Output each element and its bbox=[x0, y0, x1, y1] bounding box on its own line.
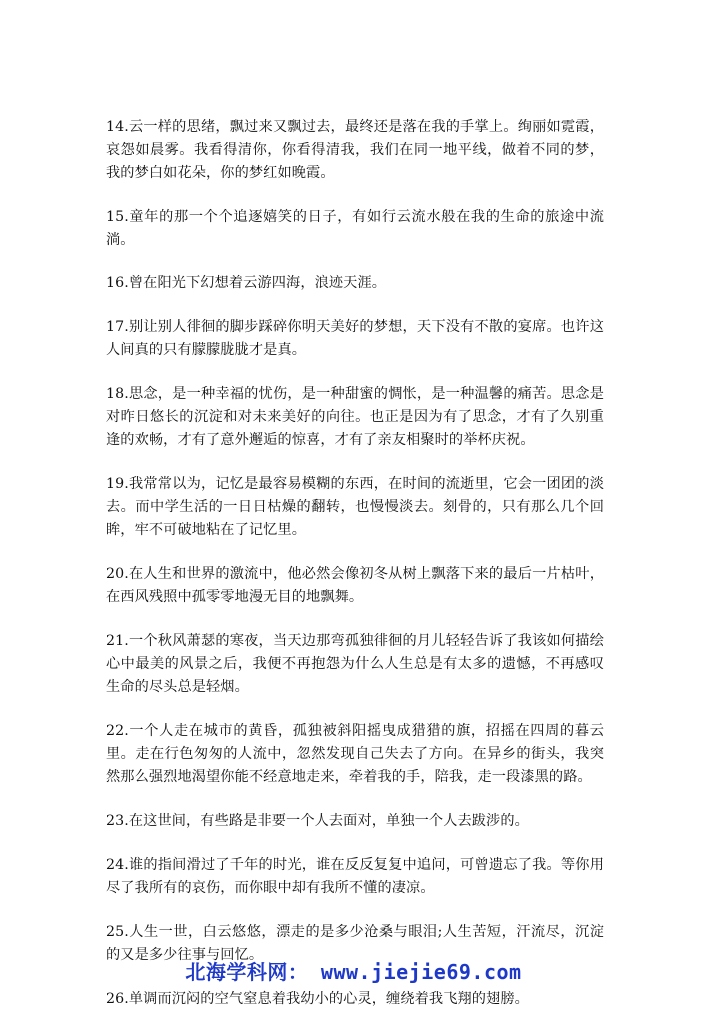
paragraph-24: 24.谁的指间滑过了千年的时光，谁在反反复复中追问，可曾遗忘了我。等你用尽了我所有的哀伤，而你眼中却有我所不懂的凄凉。 bbox=[106, 857, 604, 896]
paragraph-26: 26.单调而沉闷的空气窒息着我幼小的心灵，缠绕着我飞翔的翅膀。 bbox=[106, 991, 529, 1007]
paragraph-15: 15.童年的那一个个追逐嬉笑的日子，有如行云流水般在我的生命的旅途中流淌。 bbox=[106, 209, 604, 248]
paragraph-22: 22.一个人走在城市的黄昏，孤独被斜阳摇曳成猎猎的旗，招摇在四周的暮云里。走在行色匆匆的人流中，忽然发现自己失去了方向。在异乡的街头，我突然那么强烈地渴望你能不经意地走来，牵着我的手，陪我，走一段漆黑的路。 bbox=[106, 723, 604, 785]
footer-website: 北海学科网： www.jiejie69.com bbox=[185, 960, 522, 984]
paragraph-19: 19.我常常以为，记忆是最容易模糊的东西，在时间的流逝里，它会一团团的淡去。而中学生活的一日日枯燥的翻转，也慢慢淡去。刻骨的，只有那么几个回眸，牢不可破地粘在了记忆里。 bbox=[106, 476, 604, 538]
paragraph-23: 23.在这世间，有些路是非要一个人去面对，单独一个人去跋涉的。 bbox=[106, 813, 529, 829]
document-body bbox=[106, 116, 604, 1032]
paragraph-17: 17.别让别人徘徊的脚步踩碎你明天美好的梦想，天下没有不散的宴席。也许这人间真的只有朦朦胧胧才是真。 bbox=[106, 319, 604, 358]
paragraph-25: 25.人生一世，白云悠悠，漂走的是多少沧桑与眼泪;人生苦短，汗流尽，沉淀的又是多少往事与回忆。 bbox=[106, 924, 604, 963]
paragraph-14: 14.云一样的思绪，飘过来又飘过去，最终还是落在我的手掌上。绚丽如霓霞，哀怨如晨雾。我看得清你，你看得清我，我们在同一地平线，做着不同的梦，我的梦白如花朵，你的梦红如晚霞。 bbox=[106, 119, 604, 181]
paragraph-16: 16.曾在阳光下幻想着云游四海，浪迹天涯。 bbox=[106, 275, 387, 291]
paragraph-20: 20.在人生和世界的激流中，他必然会像初冬从树上飘落下来的最后一片枯叶，在西风残照中孤零零地漫无目的地飘舞。 bbox=[106, 566, 604, 605]
paragraph-18: 18.思念，是一种幸福的忧伤，是一种甜蜜的惆怅，是一种温馨的痛苦。思念是对昨日悠长的沉淀和对未来美好的向往。也正是因为有了思念，才有了久别重逢的欢畅，才有了意外邂逅的惊喜，才有了亲友相聚时的举杯庆祝。 bbox=[106, 386, 604, 448]
paragraph-21: 21.一个秋风萧瑟的寒夜，当天边那弯孤独徘徊的月儿轻轻告诉了我该如何描绘心中最美的风景之后，我便不再抱怨为什么人生总是有太多的遗憾，不再感叹生命的尽头总是轻烟。 bbox=[106, 633, 604, 695]
